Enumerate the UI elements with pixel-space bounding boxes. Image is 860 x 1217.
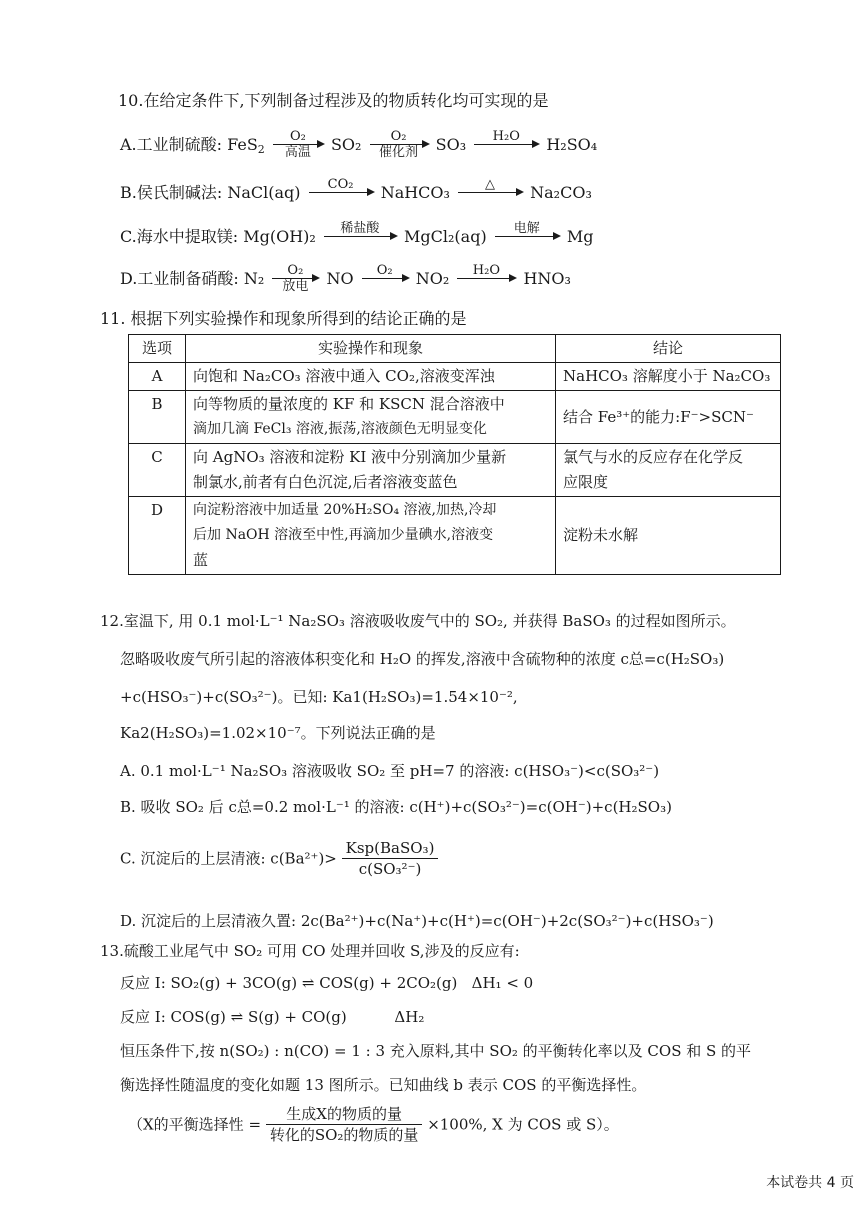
header-conclusion: 结论 (556, 335, 781, 363)
table-row: A 向饱和 Na₂CO₃ 溶液中通入 CO₂,溶液变浑浊 NaHCO₃ 溶解度小于 Na₂CO₃ (129, 363, 781, 391)
q12-option-a: A. 0.1 mol·L⁻¹ Na₂SO₃ 溶液吸收 SO₂ 至 pH=7 的溶液: c(HSO₃⁻)<c(SO₃²⁻) (120, 762, 660, 780)
experiment-table (128, 334, 781, 575)
table-row: D 向淀粉溶液中加适量 20%H₂SO₄ 溶液,加热,冷却 后加 NaOH 溶液至中性,再滴加少量碘水,溶液变 蓝 淀粉未水解 (129, 497, 781, 575)
reaction-arrow: O₂ (362, 264, 408, 295)
fraction: $\frac{\text{生成X的物质的量}}{\text{转化的SO₂的物质的量}}$ (266, 1104, 423, 1145)
q13-selectivity-definition: （X的平衡选择性 = $\frac{\text{生成X的物质的量}}{\text{转化的SO₂的物质的量}}$ ×100%, X 为 COS 或 S）。 (128, 1105, 619, 1144)
q10-a-prefix: A.工业制硫酸: FeS (120, 135, 258, 154)
reaction-arrow: △ (458, 178, 522, 209)
table-header-row (129, 335, 781, 363)
fraction: $\frac{\text{Ksp(BaSO₃)}}{\text{c(SO₃²⁻)}}$ (342, 838, 439, 879)
q12-line1: 12.室温下, 用 0.1 mol·L⁻¹ Na₂SO₃ 溶液吸收废气中的 SO₂, 并获得 BaSO₃ 的过程如图所示。 (100, 612, 736, 630)
q12-line4: Ka2(H₂SO₃)=1.02×10⁻⁷。下列说法正确的是 (120, 724, 436, 742)
reaction-arrow: H₂O (474, 130, 538, 161)
q11-stem: 11. 根据下列实验操作和现象所得到的结论正确的是 (100, 309, 467, 328)
q10-option-d: D.工业制备硝酸: N₂ O₂ 放电 NO O₂ NO₂ H₂O HNO₃ (120, 263, 571, 294)
q13-reaction-1: 反应 I: SO₂(g) + 3CO(g) ⇌ COS(g) + 2CO₂(g) ΔH₁ < 0 (120, 974, 534, 992)
q13-line4: 衡选择性随温度的变化如题 13 图所示。已知曲线 b 表示 COS 的平衡选择性。 (120, 1076, 647, 1094)
reaction-arrow: O₂ 放电 (272, 264, 318, 295)
table-row: B 向等物质的量浓度的 KF 和 KSCN 混合溶液中 滴加几滴 FeCl₃ 溶液,振荡,溶液颜色无明显变化 结合 Fe³⁺的能力:F⁻>SCN⁻ (129, 391, 781, 444)
q10-option-b: B.侯氏制碱法: NaCl(aq) CO₂ NaHCO₃ △ Na₂CO₃ (120, 178, 592, 218)
q13-line3: 恒压条件下,按 n(SO₂) : n(CO) = 1 : 3 充入原料,其中 SO₂ 的平衡转化率以及 COS 和 S 的平 (120, 1042, 752, 1060)
q12-line3: +c(HSO₃⁻)+c(SO₃²⁻)。已知: Ka1(H₂SO₃)=1.54×10⁻², (120, 688, 518, 706)
q10-option-a: A.工业制硫酸: FeS$_2$ O₂ 高温 SO₂ O₂ 催化剂 SO₃ H₂O H₂SO₄ (120, 129, 598, 160)
q12-option-d: D. 沉淀后的上层清液久置: 2c(Ba²⁺)+c(Na⁺)+c(H⁺)=c(OH⁻)+2c(SO₃²⁻)+c(HSO₃⁻) (120, 912, 714, 930)
reaction-arrow: H₂O (457, 264, 515, 295)
header-operation: 实验操作和现象 (186, 335, 556, 363)
q10-option-c: C.海水中提取镁: Mg(OH)₂ 稀盐酸 MgCl₂(aq) 电解 Mg (120, 222, 594, 262)
table-row: C 向 AgNO₃ 溶液和淀粉 KI 液中分别滴加少量新 制氯水,前者有白色沉淀,后者溶液变蓝色 氯气与水的反应存在化学反 应限度 (129, 444, 781, 497)
page-footer: 本试卷共 4 页 (766, 1175, 854, 1191)
header-option: 选项 (129, 335, 186, 363)
reaction-arrow: O₂ 高温 (273, 130, 323, 161)
q13-stem: 13.硫酸工业尾气中 SO₂ 可用 CO 处理并回收 S,涉及的反应有: (100, 942, 520, 960)
q12-line2: 忽略吸收废气所引起的溶液体积变化和 H₂O 的挥发,溶液中含硫物种的浓度 c总=c(H₂SO₃) (120, 650, 725, 668)
reaction-arrow: O₂ 催化剂 (370, 130, 428, 161)
q10-stem: 10.在给定条件下,下列制备过程涉及的物质转化均可实现的是 (118, 91, 549, 110)
reaction-arrow: CO₂ (309, 178, 373, 209)
q13-reaction-2: 反应 Ⅰ: COS(g) ⇌ S(g) + CO(g) ΔH₂ (120, 1008, 425, 1026)
q12-option-b: B. 吸收 SO₂ 后 c总=0.2 mol·L⁻¹ 的溶液: c(H⁺)+c(SO₃²⁻)=c(OH⁻)+c(H₂SO₃) (120, 798, 672, 816)
reaction-arrow: 电解 (495, 222, 559, 253)
reaction-arrow: 稀盐酸 (324, 222, 396, 253)
q12-option-c: C. 沉淀后的上层清液: c(Ba²⁺)> $\frac{\text{Ksp(BaSO₃)}}{\text{c(SO₃²⁻)}}$ (120, 838, 438, 884)
